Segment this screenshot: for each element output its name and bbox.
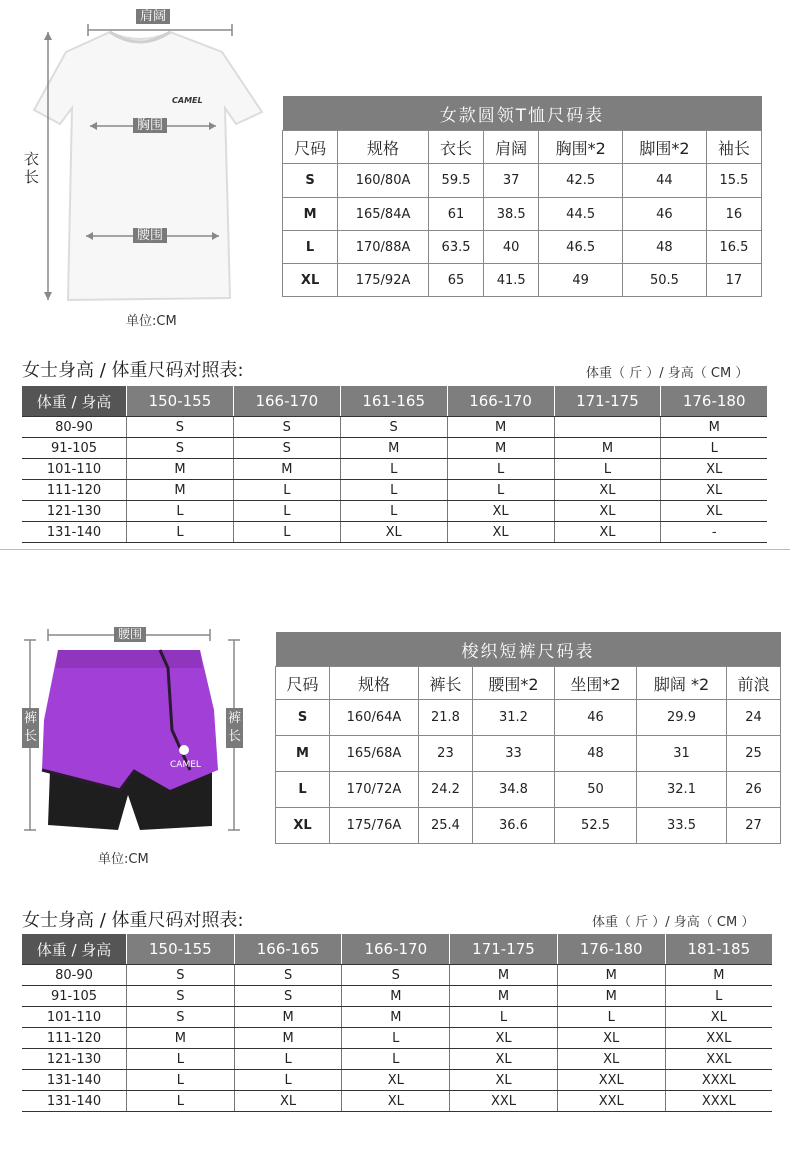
chart1-title: 女士身高 / 体重尺码对照表: xyxy=(22,360,244,381)
table-cell: 63.5 xyxy=(428,231,483,264)
table-cell: 32.1 xyxy=(637,772,727,808)
table-cell: 46.5 xyxy=(539,231,623,264)
table-cell: L xyxy=(450,1007,558,1028)
table-cell: XL xyxy=(557,1049,665,1070)
table-cell: L xyxy=(554,459,661,480)
table-cell: 48 xyxy=(623,231,707,264)
table-cell: L xyxy=(127,522,234,543)
shorts-table-header xyxy=(276,667,781,700)
table-cell: 91-105 xyxy=(22,986,127,1007)
table-row xyxy=(276,772,781,808)
header-cell: 脚围*2 xyxy=(623,131,707,164)
table-cell: 16.5 xyxy=(706,231,761,264)
chart2-title: 女士身高 / 体重尺码对照表: xyxy=(22,910,244,931)
table-cell: XL xyxy=(554,480,661,501)
table-cell: 33 xyxy=(472,736,554,772)
table-cell: L xyxy=(665,986,772,1007)
table-cell: XL xyxy=(554,522,661,543)
table-cell: 170/88A xyxy=(338,231,429,264)
chart2-header xyxy=(22,934,772,965)
table-cell: 48 xyxy=(555,736,637,772)
table-cell: 24 xyxy=(726,700,780,736)
header-cell: 166-170 xyxy=(342,934,450,965)
table-cell: 40 xyxy=(484,231,539,264)
table-cell: L xyxy=(447,459,554,480)
table-cell: L xyxy=(340,480,447,501)
table-cell: 46 xyxy=(555,700,637,736)
brand-logo: CAMEL xyxy=(172,96,203,105)
table-cell: 27 xyxy=(726,808,780,844)
table-cell: M xyxy=(557,965,665,986)
table-cell: 80-90 xyxy=(22,965,127,986)
table-row xyxy=(276,736,781,772)
chart1-table xyxy=(22,386,767,543)
header-cell: 规格 xyxy=(330,667,419,700)
header-cell: 171-175 xyxy=(554,386,661,417)
shorts-length-left-label: 裤长 xyxy=(22,708,39,748)
table-cell: - xyxy=(661,522,767,543)
header-cell: 体重 / 身高 xyxy=(22,934,127,965)
table-row xyxy=(22,459,767,480)
table-cell: 24.2 xyxy=(418,772,472,808)
table-cell: 33.5 xyxy=(637,808,727,844)
table-cell: M xyxy=(127,459,234,480)
table-cell: S xyxy=(233,417,340,438)
table-cell: S xyxy=(127,417,234,438)
table-row xyxy=(22,438,767,459)
tshirt-size-table xyxy=(282,96,762,297)
table-cell: M xyxy=(233,459,340,480)
header-cell: 181-185 xyxy=(665,934,772,965)
table-cell: 101-110 xyxy=(22,459,127,480)
table-cell: L xyxy=(234,1049,342,1070)
table-cell: 44 xyxy=(623,164,707,198)
table-row xyxy=(283,264,762,297)
header-cell: 腰围*2 xyxy=(472,667,554,700)
table-row xyxy=(276,808,781,844)
table-cell: L xyxy=(233,480,340,501)
header-cell: 176-180 xyxy=(661,386,767,417)
table-cell: XL xyxy=(661,501,767,522)
table-cell: 65 xyxy=(428,264,483,297)
table-cell: S xyxy=(234,986,342,1007)
table-cell: 91-105 xyxy=(22,438,127,459)
table-cell xyxy=(554,417,661,438)
table-cell: 25.4 xyxy=(418,808,472,844)
table-cell: M xyxy=(447,438,554,459)
table-row xyxy=(22,1007,772,1028)
table-cell: L xyxy=(342,1028,450,1049)
table-cell: XL xyxy=(661,480,767,501)
table-cell: 59.5 xyxy=(428,164,483,198)
table-cell: XL xyxy=(554,501,661,522)
table-row xyxy=(22,1070,772,1091)
table-cell: S xyxy=(283,164,338,198)
header-cell: 脚阔 *2 xyxy=(637,667,727,700)
table-cell: XL xyxy=(283,264,338,297)
table-cell: XXL xyxy=(665,1049,772,1070)
header-cell: 161-165 xyxy=(340,386,447,417)
table-cell: 37 xyxy=(484,164,539,198)
chart1-axis-note: 体重（ 斤 ）/ 身高（ CM ） xyxy=(586,366,749,381)
table-row xyxy=(22,986,772,1007)
header-cell: 胸围*2 xyxy=(539,131,623,164)
table-cell: XXL xyxy=(665,1028,772,1049)
table-cell: S xyxy=(340,417,447,438)
waist-label: 腰围 xyxy=(133,228,167,243)
table-cell: XXL xyxy=(450,1091,558,1112)
table-cell: L xyxy=(234,1070,342,1091)
table-cell: 175/76A xyxy=(330,808,419,844)
table-row xyxy=(283,231,762,264)
table-cell: 17 xyxy=(706,264,761,297)
table-row xyxy=(22,965,772,986)
table-cell: M xyxy=(554,438,661,459)
table-cell: M xyxy=(234,1028,342,1049)
table-cell: 21.8 xyxy=(418,700,472,736)
table-cell: XXL xyxy=(557,1091,665,1112)
table-cell: 131-140 xyxy=(22,1091,127,1112)
table-cell: 26 xyxy=(726,772,780,808)
table-cell: 52.5 xyxy=(555,808,637,844)
table-cell: L xyxy=(276,772,330,808)
table-cell: M xyxy=(127,1028,235,1049)
table-cell: XL xyxy=(276,808,330,844)
header-cell: 规格 xyxy=(338,131,429,164)
table-row xyxy=(22,480,767,501)
table-cell: XL xyxy=(450,1070,558,1091)
tshirt-diagram xyxy=(0,0,280,330)
table-cell: XL xyxy=(342,1091,450,1112)
unit-label: 单位:CM xyxy=(126,314,177,329)
table-cell: L xyxy=(283,231,338,264)
table-cell: XL xyxy=(447,501,554,522)
table-cell: S xyxy=(127,965,235,986)
table-cell: 49 xyxy=(539,264,623,297)
table-cell: M xyxy=(342,986,450,1007)
chart1-header xyxy=(22,386,767,417)
table-cell: 61 xyxy=(428,198,483,231)
table-cell: L xyxy=(340,459,447,480)
table-cell: L xyxy=(127,501,234,522)
table-row xyxy=(283,164,762,198)
chart2-axis-note: 体重（ 斤 ）/ 身高（ CM ） xyxy=(592,915,755,930)
table-cell: S xyxy=(127,438,234,459)
table-cell: 50.5 xyxy=(623,264,707,297)
table-cell: 165/84A xyxy=(338,198,429,231)
table-cell: M xyxy=(665,965,772,986)
table-cell: S xyxy=(127,986,235,1007)
table-cell: S xyxy=(127,1007,235,1028)
table-cell: L xyxy=(557,1007,665,1028)
header-cell: 166-170 xyxy=(233,386,340,417)
table-cell: XL xyxy=(234,1091,342,1112)
table-cell: XL xyxy=(665,1007,772,1028)
table-row xyxy=(22,1028,772,1049)
shoulder-label: 肩阔 xyxy=(136,9,170,24)
table-cell: 121-130 xyxy=(22,501,127,522)
table-cell: S xyxy=(233,438,340,459)
table-row xyxy=(22,417,767,438)
header-cell: 171-175 xyxy=(450,934,558,965)
table-cell: M xyxy=(450,986,558,1007)
header-cell: 166-165 xyxy=(234,934,342,965)
header-cell: 150-155 xyxy=(127,934,235,965)
table-cell: L xyxy=(127,1091,235,1112)
section-divider xyxy=(0,549,790,550)
table-cell: M xyxy=(340,438,447,459)
table-cell: L xyxy=(661,438,767,459)
table-cell: S xyxy=(276,700,330,736)
table-cell: L xyxy=(447,480,554,501)
header-cell: 尺码 xyxy=(283,131,338,164)
table-row xyxy=(22,1049,772,1070)
table-cell: M xyxy=(450,965,558,986)
table-cell: XXXL xyxy=(665,1091,772,1112)
table-cell: M xyxy=(234,1007,342,1028)
table-cell: 160/80A xyxy=(338,164,429,198)
table-cell: M xyxy=(276,736,330,772)
table-cell: 44.5 xyxy=(539,198,623,231)
table-cell: 36.6 xyxy=(472,808,554,844)
table-cell: 29.9 xyxy=(637,700,727,736)
header-cell: 体重 / 身高 xyxy=(22,386,127,417)
header-cell: 150-155 xyxy=(127,386,234,417)
table-cell: 25 xyxy=(726,736,780,772)
table-cell: 131-140 xyxy=(22,522,127,543)
table-cell: XL xyxy=(557,1028,665,1049)
table-cell: 111-120 xyxy=(22,1028,127,1049)
table-cell: XL xyxy=(342,1070,450,1091)
table-cell: M xyxy=(661,417,767,438)
table-cell: M xyxy=(342,1007,450,1028)
header-cell: 坐围*2 xyxy=(555,667,637,700)
table-cell: 50 xyxy=(555,772,637,808)
table-cell: M xyxy=(127,480,234,501)
table-cell: M xyxy=(283,198,338,231)
table-cell: 170/72A xyxy=(330,772,419,808)
header-cell: 袖长 xyxy=(706,131,761,164)
table-cell: XL xyxy=(447,522,554,543)
table-cell: M xyxy=(447,417,554,438)
shorts-size-table xyxy=(275,632,781,844)
table-cell: 101-110 xyxy=(22,1007,127,1028)
table-cell: 80-90 xyxy=(22,417,127,438)
chart2-table xyxy=(22,934,772,1112)
chest-label: 胸围 xyxy=(133,118,167,133)
shorts-waist-label: 腰围 xyxy=(114,627,146,642)
header-cell: 176-180 xyxy=(557,934,665,965)
table-cell: XL xyxy=(340,522,447,543)
table-cell: 15.5 xyxy=(706,164,761,198)
table-row xyxy=(22,1091,772,1112)
table-cell: XL xyxy=(450,1049,558,1070)
table-cell: XXXL xyxy=(665,1070,772,1091)
shorts-table-title: 梭织短裤尺码表 xyxy=(276,632,781,667)
table-cell: M xyxy=(557,986,665,1007)
table-row xyxy=(22,501,767,522)
table-cell: 31.2 xyxy=(472,700,554,736)
table-cell: 31 xyxy=(637,736,727,772)
table-cell: 160/64A xyxy=(330,700,419,736)
table-row xyxy=(283,198,762,231)
table-cell: L xyxy=(233,501,340,522)
table-cell: S xyxy=(234,965,342,986)
shorts-diagram xyxy=(0,620,270,870)
table-cell: 131-140 xyxy=(22,1070,127,1091)
table-cell: 121-130 xyxy=(22,1049,127,1070)
table-row xyxy=(22,522,767,543)
table-cell: XL xyxy=(661,459,767,480)
table-cell: L xyxy=(233,522,340,543)
header-cell: 裤长 xyxy=(418,667,472,700)
table-cell: 34.8 xyxy=(472,772,554,808)
table-row xyxy=(276,700,781,736)
tshirt-image xyxy=(0,0,280,330)
table-cell: XL xyxy=(450,1028,558,1049)
table-cell: L xyxy=(127,1049,235,1070)
table-cell: L xyxy=(127,1070,235,1091)
length-label: 衣长 xyxy=(24,150,40,186)
header-cell: 前浪 xyxy=(726,667,780,700)
header-cell: 肩阔 xyxy=(484,131,539,164)
table-cell: 42.5 xyxy=(539,164,623,198)
table-cell: 23 xyxy=(418,736,472,772)
header-cell: 衣长 xyxy=(428,131,483,164)
shorts-brand-logo: CAMEL xyxy=(170,760,201,770)
table-cell: S xyxy=(342,965,450,986)
table-cell: 38.5 xyxy=(484,198,539,231)
header-cell: 166-170 xyxy=(447,386,554,417)
table-cell: L xyxy=(340,501,447,522)
table-cell: 41.5 xyxy=(484,264,539,297)
tshirt-table-header xyxy=(283,131,762,164)
table-cell: 175/92A xyxy=(338,264,429,297)
table-cell: 16 xyxy=(706,198,761,231)
header-cell: 尺码 xyxy=(276,667,330,700)
table-cell: 46 xyxy=(623,198,707,231)
table-cell: L xyxy=(342,1049,450,1070)
tshirt-table-title: 女款圆领T恤尺码表 xyxy=(283,96,762,131)
table-cell: 165/68A xyxy=(330,736,419,772)
table-cell: XXL xyxy=(557,1070,665,1091)
shorts-unit-label: 单位:CM xyxy=(98,852,149,867)
table-cell: 111-120 xyxy=(22,480,127,501)
shorts-length-right-label: 裤长 xyxy=(226,708,243,748)
